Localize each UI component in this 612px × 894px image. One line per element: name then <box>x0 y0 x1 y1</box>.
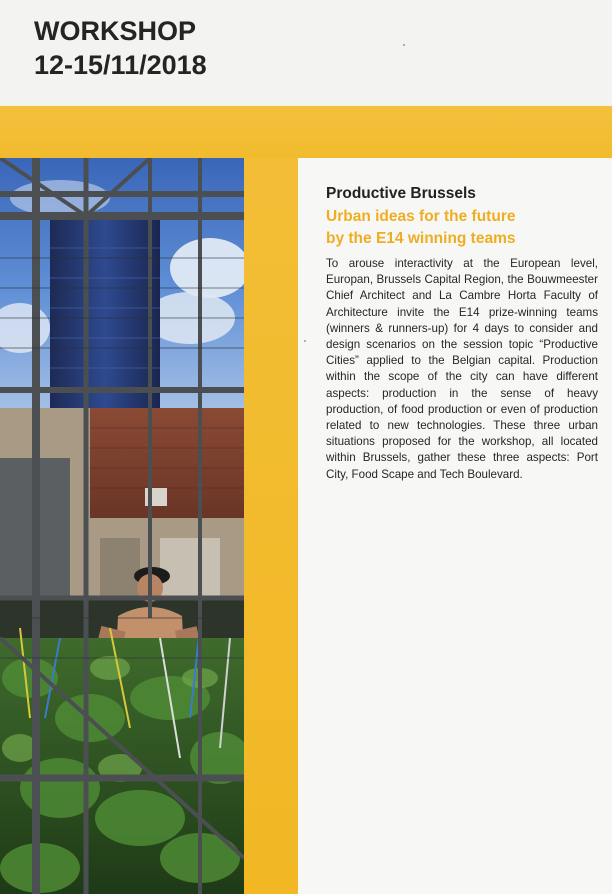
heading-dates: 12-15/11/2018 <box>34 50 207 80</box>
scan-speck <box>304 340 306 342</box>
article-subtitle <box>326 206 598 250</box>
article <box>326 184 598 483</box>
article-subtitle-line1: Urban ideas for the future <box>326 208 516 225</box>
heading-workshop: WORKSHOP <box>34 16 196 46</box>
page-heading <box>34 14 207 82</box>
yellow-band <box>0 106 612 158</box>
greenhouse-photo <box>0 158 244 894</box>
article-body: To arouse interactivity at the European level, Europan, Brussels Capital Region, the Bouwmeester Chief Architect and La Cambre Horta Faculty of Architecture invite the E14 prize-winning teams (winners & runners-up) for 4 days to consider and design scenarios on the session topic “Productive Cities” applied to the Belgian capital. Production within the scope of the city can have different aspects: production in the sense of heavy production, of food production or even of production related to new technologies. These three urban situations proposed for the workshop, all located within Brussels, gather these three aspects: Port City, Food Scape and Tech Boulevard. <box>326 257 598 481</box>
scan-speck <box>403 44 405 46</box>
article-title: Productive Brussels <box>326 185 476 202</box>
yellow-column <box>244 158 298 894</box>
article-subtitle-line2: by the E14 winning teams <box>326 230 516 247</box>
